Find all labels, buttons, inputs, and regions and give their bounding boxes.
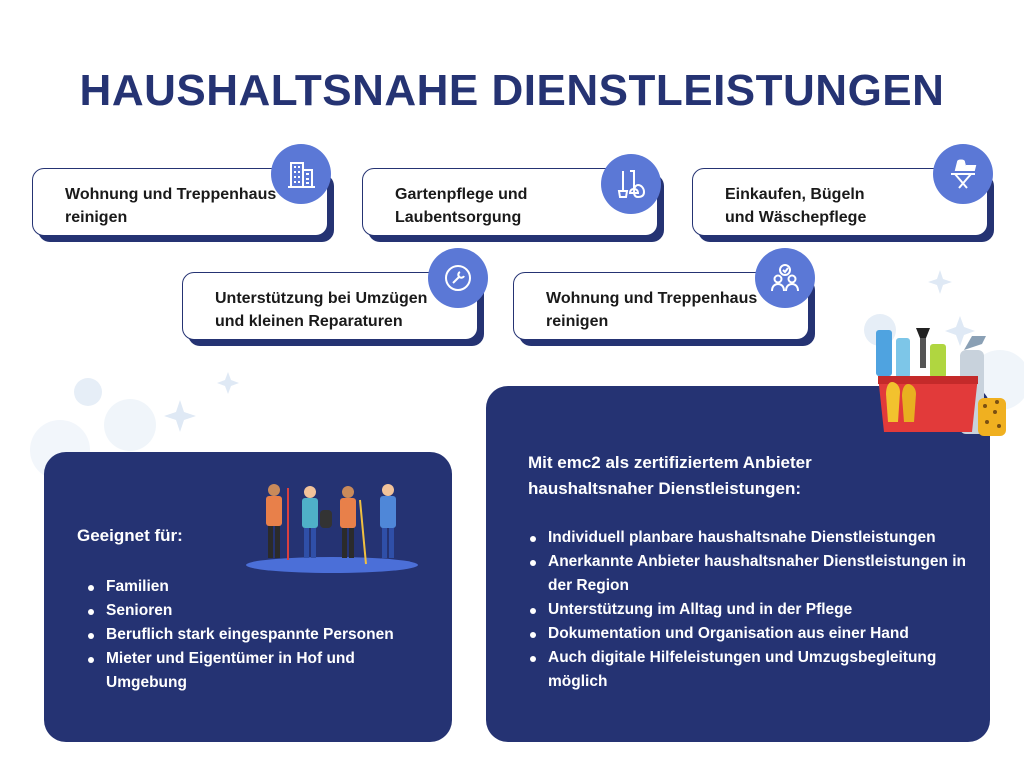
- list-item: Senioren: [84, 599, 424, 623]
- service-card-label: Einkaufen, Bügeln und Wäschepflege: [725, 186, 867, 226]
- list-item: Familien: [84, 575, 424, 599]
- list-item: Anerkannte Anbieter haushaltsnaher Dienstleistungen in der Region: [526, 550, 966, 598]
- building-icon: [271, 144, 331, 204]
- suitable-for-panel: [44, 452, 452, 742]
- service-card-label: Unterstützung bei Umzügen und kleinen Reparaturen: [215, 290, 428, 330]
- wrench-icon: [428, 248, 488, 308]
- list-item: Auch digitale Hilfeleistungen und Umzugsbegleitung möglich: [526, 646, 966, 694]
- page-title: HAUSHALTSNAHE DIENSTLEISTUNGEN: [79, 66, 945, 115]
- suitable-heading: Geeignet für:: [77, 526, 183, 545]
- list-item: Dokumentation und Organisation aus einer Hand: [526, 622, 966, 646]
- provider-panel: [486, 386, 990, 742]
- service-card-label: Wohnung und Treppenhaus reinigen: [546, 290, 758, 330]
- provider-heading: Mit emc2 als zertifiziertem Anbieter haushaltsnaher Dienstleistungen:: [528, 453, 812, 498]
- garden-tools-icon: [601, 154, 661, 214]
- cleaning-team-illustration: [244, 480, 424, 576]
- list-item: Individuell planbare haushaltsnahe Dienstleistungen: [526, 526, 966, 550]
- suitable-list: [84, 575, 424, 695]
- ironing-icon: [933, 144, 993, 204]
- people-check-icon: [755, 248, 815, 308]
- list-item: Mieter und Eigentümer in Hof und Umgebung: [84, 647, 424, 695]
- list-item: Unterstützung im Alltag und in der Pflege: [526, 598, 966, 622]
- cleaning-supplies-illustration: [868, 326, 1010, 438]
- service-card-label: Wohnung und Treppenhaus reinigen: [65, 186, 277, 226]
- provider-list: [526, 526, 966, 694]
- list-item: Beruflich stark eingespannte Personen: [84, 623, 424, 647]
- service-card-label: Gartenpflege und Laubentsorgung: [395, 186, 528, 226]
